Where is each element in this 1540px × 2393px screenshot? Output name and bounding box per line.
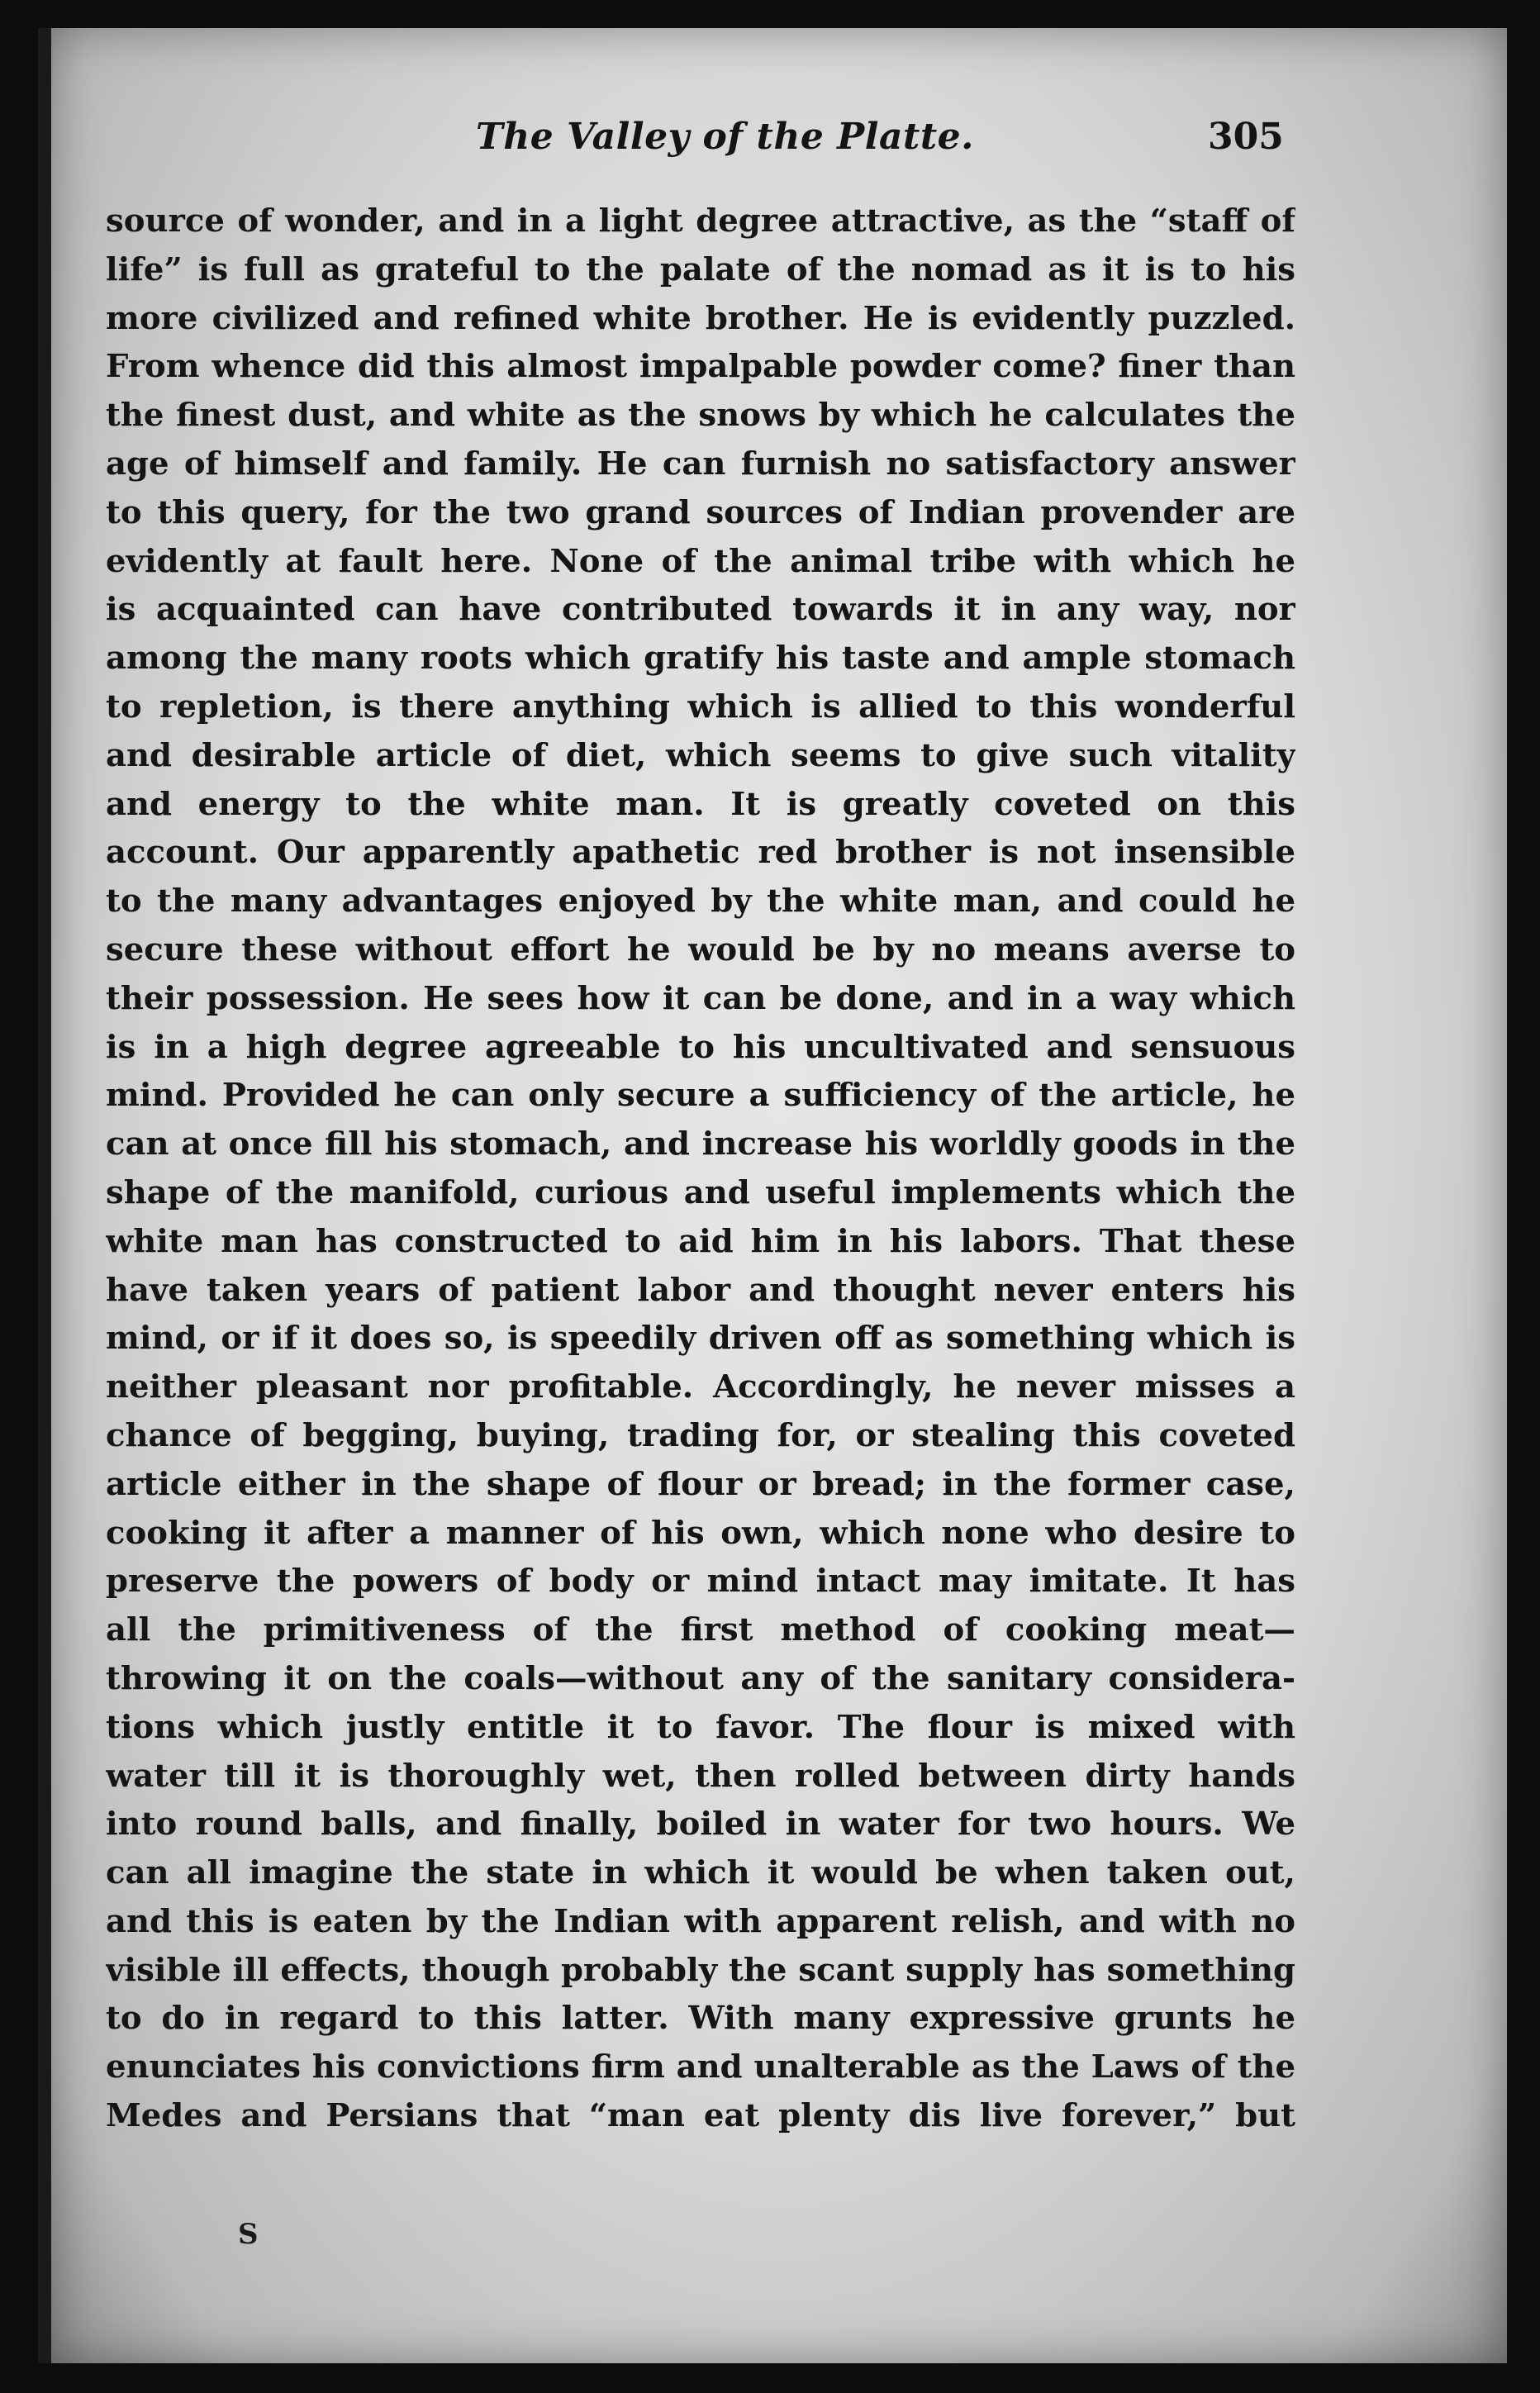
text-line: secure these without effort he would be by no means averse to <box>106 930 1295 968</box>
text-line: have taken years of patient labor and thought never enters his <box>106 1271 1295 1309</box>
text-line: is acquainted can have contributed towards it in any way, nor <box>106 591 1295 629</box>
text-line: From whence did this almost impalpable powder come? finer than <box>106 348 1295 386</box>
text-line: article either in the shape of flour or bread; in the former case, <box>106 1465 1295 1503</box>
page-header <box>440 109 1315 175</box>
text-line: Medes and Persians that “man eat plenty dis live forever,” but <box>106 2097 1295 2135</box>
text-line: mind, or if it does so, is speedily driven off as something which is <box>106 1320 1295 1358</box>
text-line: into round balls, and finally, boiled in water for two hours. We <box>106 1805 1295 1844</box>
text-line: is in a high degree agreeable to his uncultivated and sensuous <box>106 1028 1295 1066</box>
text-line: to repletion, is there anything which is allied to this wonderful <box>106 687 1295 726</box>
text-line: can at once fill his stomach, and increase his worldly goods in the <box>106 1125 1295 1163</box>
text-line: their possession. He sees how it can be done, and in a way which <box>106 979 1295 1017</box>
body-text <box>106 197 1295 2141</box>
signature-mark: S <box>238 2218 259 2251</box>
text-line: life” is full as grateful to the palate of the nomad as it is to his <box>106 250 1295 288</box>
text-line: and energy to the white man. It is greatly coveted on this <box>106 785 1295 823</box>
text-line: throwing it on the coals—without any of the sanitary considera- <box>106 1659 1295 1697</box>
page-number: 305 <box>1208 116 1284 158</box>
running-title: The Valley of the Platte. <box>476 116 974 158</box>
text-line: to the many advantages enjoyed by the white man, and could he <box>106 883 1295 921</box>
text-line: chance of begging, buying, trading for, or stealing this coveted <box>106 1416 1295 1454</box>
text-line: shape of the manifold, curious and useful implements which the <box>106 1173 1295 1211</box>
text-line: mind. Provided he can only secure a sufficiency of the article, he <box>106 1077 1295 1115</box>
text-line: to do in regard to this latter. With many expressive grunts he <box>106 2000 1295 2038</box>
text-line: preserve the powers of body or mind intact may imitate. It has <box>106 1563 1295 1601</box>
text-line: and desirable article of diet, which seems to give such vitality <box>106 736 1295 774</box>
text-line: white man has constructed to aid him in his labors. That these <box>106 1222 1295 1260</box>
text-line: more civilized and refined white brother. He is evidently puzzled. <box>106 299 1295 337</box>
text-line: cooking it after a manner of his own, which none who desire to <box>106 1514 1295 1552</box>
text-line: all the primitiveness of the first method of cooking meat— <box>106 1611 1295 1649</box>
page-sheet <box>38 28 1507 2363</box>
text-line: to this query, for the two grand sources of Indian provender are <box>106 493 1295 531</box>
text-line: water till it is thoroughly wet, then rolled between dirty hands <box>106 1757 1295 1795</box>
text-line: tions which justly entitle it to favor. The flour is mixed with <box>106 1708 1295 1746</box>
text-line: enunciates his convictions firm and unalterable as the Laws of the <box>106 2048 1295 2086</box>
text-line: source of wonder, and in a light degree attractive, as the “staff of <box>106 202 1295 240</box>
text-line: visible ill effects, though probably the scant supply has something <box>106 1951 1295 1989</box>
text-line: and this is eaten by the Indian with apparent relish, and with no <box>106 1902 1295 1940</box>
text-line: neither pleasant nor profitable. Accordingly, he never misses a <box>106 1368 1295 1406</box>
text-line: the finest dust, and white as the snows by which he calculates the <box>106 397 1295 435</box>
text-line: among the many roots which gratify his taste and ample stomach <box>106 640 1295 678</box>
text-line: account. Our apparently apathetic red brother is not insensible <box>106 834 1295 872</box>
text-line: evidently at fault here. None of the animal tribe with which he <box>106 542 1295 580</box>
text-line: age of himself and family. He can furnish no satisfactory answer <box>106 445 1295 483</box>
text-line: can all imagine the state in which it would be when taken out, <box>106 1854 1295 1892</box>
